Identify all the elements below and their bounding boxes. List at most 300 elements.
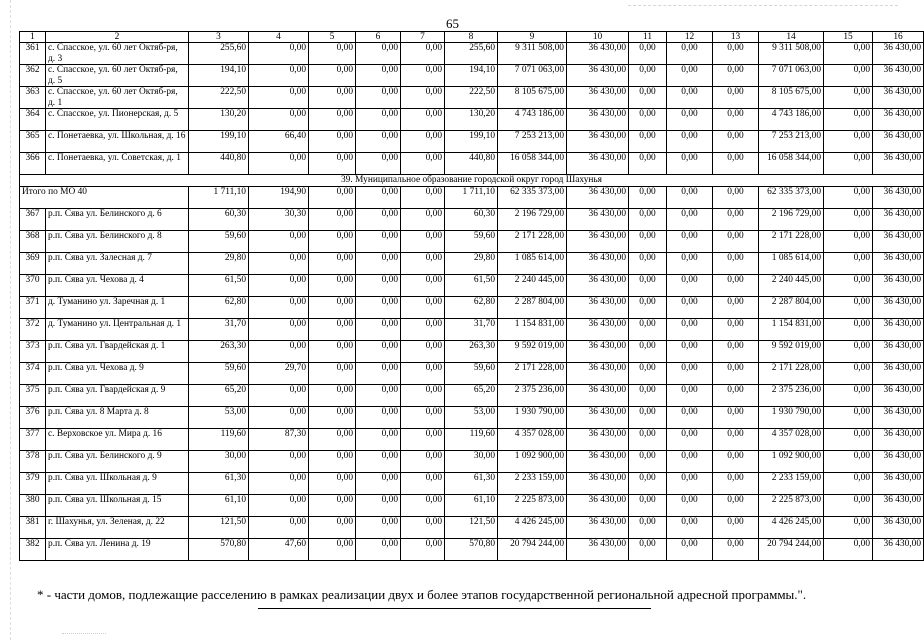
- value-cell: 0,00: [667, 131, 713, 153]
- value-cell: 0,00: [401, 253, 445, 275]
- value-cell: 0,00: [309, 429, 356, 451]
- row-number-cell: 380: [20, 495, 46, 517]
- cost-cell: 62 335 373,00: [759, 187, 824, 209]
- value-cell: 0,00: [713, 153, 759, 175]
- value-cell: 0,00: [356, 109, 401, 131]
- value-cell: 0,00: [309, 385, 356, 407]
- value-cell: 61,10: [189, 495, 249, 517]
- row-number-cell: 374: [20, 363, 46, 385]
- value-cell: 0,00: [667, 341, 713, 363]
- relocation-table: [19, 31, 924, 561]
- cost-cell: 2 225 873,00: [498, 495, 567, 517]
- value-cell: 0,00: [309, 451, 356, 473]
- value-cell: 199,10: [189, 131, 249, 153]
- value-cell: 66,40: [249, 131, 309, 153]
- value-cell: 0,00: [356, 319, 401, 341]
- value-cell: 0,00: [824, 275, 873, 297]
- value-cell: 0,00: [401, 539, 445, 561]
- value-cell: 0,00: [356, 517, 401, 539]
- value-cell: 0,00: [356, 341, 401, 363]
- value-cell: 0,00: [249, 65, 309, 87]
- price-cell: 36 430,00: [873, 473, 924, 495]
- value-cell: 0,00: [667, 473, 713, 495]
- value-cell: 194,90: [249, 187, 309, 209]
- value-cell: 0,00: [249, 385, 309, 407]
- value-cell: 0,00: [401, 87, 445, 109]
- value-cell: 0,00: [667, 153, 713, 175]
- value-cell: 0,00: [629, 209, 667, 231]
- value-cell: 0,00: [629, 275, 667, 297]
- value-cell: 61,50: [445, 275, 498, 297]
- cost-cell: 2 240 445,00: [498, 275, 567, 297]
- cost-cell: 7 071 063,00: [498, 65, 567, 87]
- value-cell: 0,00: [629, 43, 667, 65]
- value-cell: 0,00: [356, 385, 401, 407]
- cost-cell: 4 357 028,00: [498, 429, 567, 451]
- cost-cell: 1 154 831,00: [759, 319, 824, 341]
- value-cell: 0,00: [667, 539, 713, 561]
- cost-cell: 20 794 244,00: [498, 539, 567, 561]
- value-cell: 570,80: [445, 539, 498, 561]
- cost-cell: 7 071 063,00: [759, 65, 824, 87]
- cost-cell: 2 196 729,00: [759, 209, 824, 231]
- value-cell: 0,00: [629, 429, 667, 451]
- value-cell: 0,00: [629, 385, 667, 407]
- value-cell: 0,00: [629, 131, 667, 153]
- value-cell: 0,00: [249, 153, 309, 175]
- value-cell: 0,00: [249, 109, 309, 131]
- value-cell: 0,00: [713, 209, 759, 231]
- row-number-cell: 367: [20, 209, 46, 231]
- price-cell: 36 430,00: [873, 363, 924, 385]
- value-cell: 0,00: [249, 87, 309, 109]
- value-cell: 0,00: [309, 253, 356, 275]
- value-cell: 0,00: [249, 319, 309, 341]
- value-cell: 0,00: [667, 209, 713, 231]
- value-cell: 0,00: [713, 319, 759, 341]
- cost-cell: 1 930 790,00: [759, 407, 824, 429]
- value-cell: 0,00: [356, 407, 401, 429]
- table-row: [20, 319, 924, 341]
- value-cell: 0,00: [309, 539, 356, 561]
- total-label: Итого по МО 40: [20, 187, 189, 209]
- value-cell: 0,00: [401, 131, 445, 153]
- value-cell: 0,00: [713, 275, 759, 297]
- row-number-cell: 363: [20, 87, 46, 109]
- value-cell: 0,00: [249, 517, 309, 539]
- value-cell: 0,00: [356, 473, 401, 495]
- address-cell: д. Туманино ул. Заречная д. 1: [46, 297, 189, 319]
- cost-cell: 20 794 244,00: [759, 539, 824, 561]
- value-cell: 0,00: [667, 253, 713, 275]
- value-cell: 0,00: [667, 43, 713, 65]
- address-cell: с. Спасское, ул. 60 лет Октяб-ря, д. 5: [46, 65, 189, 87]
- row-number-cell: 368: [20, 231, 46, 253]
- value-cell: 0,00: [629, 473, 667, 495]
- value-cell: 0,00: [401, 385, 445, 407]
- value-cell: 0,00: [824, 109, 873, 131]
- value-cell: 194,10: [189, 65, 249, 87]
- value-cell: 1 711,10: [189, 187, 249, 209]
- row-number-cell: 364: [20, 109, 46, 131]
- value-cell: 0,00: [309, 109, 356, 131]
- address-cell: р.п. Сява ул. 8 Марта д. 8: [46, 407, 189, 429]
- value-cell: 0,00: [249, 451, 309, 473]
- value-cell: 0,00: [713, 429, 759, 451]
- price-cell: 36 430,00: [567, 131, 629, 153]
- price-cell: 36 430,00: [567, 109, 629, 131]
- cost-cell: 1 092 900,00: [759, 451, 824, 473]
- column-number-cell: 6: [356, 32, 401, 43]
- cost-cell: 9 592 019,00: [498, 341, 567, 363]
- value-cell: 0,00: [713, 385, 759, 407]
- column-number-cell: 14: [759, 32, 824, 43]
- cost-cell: 4 426 245,00: [498, 517, 567, 539]
- value-cell: 263,30: [189, 341, 249, 363]
- row-number-cell: 361: [20, 43, 46, 65]
- price-cell: 36 430,00: [567, 231, 629, 253]
- value-cell: 0,00: [824, 297, 873, 319]
- value-cell: 0,00: [713, 341, 759, 363]
- cost-cell: 2 287 804,00: [498, 297, 567, 319]
- page-number: 65: [446, 16, 459, 31]
- address-cell: с. Спасское, ул. Пионерская, д. 5: [46, 109, 189, 131]
- cost-cell: 7 253 213,00: [759, 131, 824, 153]
- price-cell: 36 430,00: [567, 275, 629, 297]
- table-row: [20, 43, 924, 65]
- value-cell: 0,00: [824, 253, 873, 275]
- row-number-cell: 375: [20, 385, 46, 407]
- value-cell: 0,00: [356, 153, 401, 175]
- address-cell: с. Понетаевка, ул. Школьная, д. 16: [46, 131, 189, 153]
- value-cell: 0,00: [249, 231, 309, 253]
- value-cell: 0,00: [713, 539, 759, 561]
- value-cell: 0,00: [401, 363, 445, 385]
- cost-cell: 9 592 019,00: [759, 341, 824, 363]
- value-cell: 0,00: [667, 385, 713, 407]
- value-cell: 0,00: [401, 473, 445, 495]
- value-cell: 0,00: [401, 187, 445, 209]
- value-cell: 0,00: [824, 363, 873, 385]
- value-cell: 0,00: [401, 517, 445, 539]
- price-cell: 36 430,00: [873, 87, 924, 109]
- cost-cell: 2 240 445,00: [759, 275, 824, 297]
- value-cell: 0,00: [667, 407, 713, 429]
- row-number-cell: 382: [20, 539, 46, 561]
- value-cell: 0,00: [713, 495, 759, 517]
- value-cell: 0,00: [667, 65, 713, 87]
- value-cell: 61,50: [189, 275, 249, 297]
- price-cell: 36 430,00: [567, 473, 629, 495]
- value-cell: 0,00: [249, 495, 309, 517]
- value-cell: 0,00: [667, 297, 713, 319]
- value-cell: 0,00: [249, 275, 309, 297]
- cost-cell: 4 743 186,00: [759, 109, 824, 131]
- value-cell: 0,00: [629, 87, 667, 109]
- price-cell: 36 430,00: [567, 153, 629, 175]
- page-edge-line: [62, 633, 106, 634]
- value-cell: 59,60: [445, 231, 498, 253]
- value-cell: 0,00: [824, 319, 873, 341]
- value-cell: 60,30: [189, 209, 249, 231]
- cost-cell: 2 171 228,00: [498, 363, 567, 385]
- value-cell: 0,00: [356, 539, 401, 561]
- value-cell: 0,00: [309, 209, 356, 231]
- row-number-cell: 362: [20, 65, 46, 87]
- value-cell: 0,00: [824, 385, 873, 407]
- value-cell: 0,00: [401, 407, 445, 429]
- price-cell: 36 430,00: [873, 429, 924, 451]
- value-cell: 0,00: [356, 65, 401, 87]
- price-cell: 36 430,00: [567, 495, 629, 517]
- value-cell: 0,00: [824, 43, 873, 65]
- price-cell: 36 430,00: [567, 407, 629, 429]
- value-cell: 255,60: [189, 43, 249, 65]
- price-cell: 36 430,00: [567, 319, 629, 341]
- price-cell: 36 430,00: [873, 65, 924, 87]
- price-cell: 36 430,00: [873, 495, 924, 517]
- value-cell: 0,00: [356, 253, 401, 275]
- address-cell: с. Спасское, ул. 60 лет Октяб-ря, д. 1: [46, 87, 189, 109]
- cost-cell: 2 233 159,00: [759, 473, 824, 495]
- value-cell: 570,80: [189, 539, 249, 561]
- address-cell: г. Шахунья, ул. Зеленая, д. 22: [46, 517, 189, 539]
- table-row: [20, 407, 924, 429]
- value-cell: 0,00: [401, 451, 445, 473]
- cost-cell: 9 311 508,00: [759, 43, 824, 65]
- column-number-cell: 11: [629, 32, 667, 43]
- value-cell: 119,60: [445, 429, 498, 451]
- row-number-cell: 378: [20, 451, 46, 473]
- value-cell: 0,00: [713, 407, 759, 429]
- page-edge-line: [10, 0, 11, 640]
- value-cell: 0,00: [629, 451, 667, 473]
- value-cell: 0,00: [713, 297, 759, 319]
- row-number-cell: 377: [20, 429, 46, 451]
- column-number-cell: 7: [401, 32, 445, 43]
- value-cell: 0,00: [824, 231, 873, 253]
- value-cell: 87,30: [249, 429, 309, 451]
- value-cell: 0,00: [824, 131, 873, 153]
- value-cell: 121,50: [445, 517, 498, 539]
- address-cell: р.п. Сява ул. Школьная д. 15: [46, 495, 189, 517]
- price-cell: 36 430,00: [873, 297, 924, 319]
- value-cell: 199,10: [445, 131, 498, 153]
- value-cell: 130,20: [445, 109, 498, 131]
- page-edge-line: [628, 5, 898, 6]
- value-cell: 0,00: [309, 341, 356, 363]
- value-cell: 0,00: [713, 43, 759, 65]
- value-cell: 30,30: [249, 209, 309, 231]
- price-cell: 36 430,00: [873, 253, 924, 275]
- value-cell: 1 711,10: [445, 187, 498, 209]
- value-cell: 0,00: [356, 187, 401, 209]
- value-cell: 0,00: [667, 517, 713, 539]
- cost-cell: 2 375 236,00: [759, 385, 824, 407]
- value-cell: 0,00: [309, 231, 356, 253]
- value-cell: 0,00: [401, 209, 445, 231]
- table-row: [20, 87, 924, 109]
- value-cell: 0,00: [309, 187, 356, 209]
- cost-cell: 2 233 159,00: [498, 473, 567, 495]
- cost-cell: 8 105 675,00: [498, 87, 567, 109]
- value-cell: 0,00: [629, 539, 667, 561]
- table-row: [20, 517, 924, 539]
- column-number-cell: 8: [445, 32, 498, 43]
- column-number-cell: 5: [309, 32, 356, 43]
- column-number-cell: 16: [873, 32, 924, 43]
- cost-cell: 4 743 186,00: [498, 109, 567, 131]
- price-cell: 36 430,00: [567, 385, 629, 407]
- value-cell: 0,00: [356, 209, 401, 231]
- value-cell: 0,00: [401, 275, 445, 297]
- value-cell: 130,20: [189, 109, 249, 131]
- value-cell: 0,00: [249, 253, 309, 275]
- value-cell: 59,60: [189, 231, 249, 253]
- value-cell: 0,00: [824, 65, 873, 87]
- value-cell: 0,00: [249, 407, 309, 429]
- value-cell: 0,00: [824, 407, 873, 429]
- value-cell: 0,00: [249, 473, 309, 495]
- value-cell: 0,00: [713, 253, 759, 275]
- cost-cell: 1 930 790,00: [498, 407, 567, 429]
- cost-cell: 2 196 729,00: [498, 209, 567, 231]
- address-cell: с. Спасское, ул. 60 лет Октяб-ря, д. 3: [46, 43, 189, 65]
- value-cell: 60,30: [445, 209, 498, 231]
- price-cell: 36 430,00: [873, 231, 924, 253]
- value-cell: 0,00: [824, 517, 873, 539]
- table-row: [20, 429, 924, 451]
- price-cell: 36 430,00: [567, 517, 629, 539]
- cost-cell: 4 426 245,00: [759, 517, 824, 539]
- price-cell: 36 430,00: [567, 209, 629, 231]
- value-cell: 0,00: [713, 65, 759, 87]
- value-cell: 0,00: [309, 275, 356, 297]
- value-cell: 29,70: [249, 363, 309, 385]
- value-cell: 0,00: [629, 297, 667, 319]
- price-cell: 36 430,00: [873, 385, 924, 407]
- price-cell: 36 430,00: [567, 451, 629, 473]
- value-cell: 0,00: [629, 253, 667, 275]
- value-cell: 0,00: [401, 341, 445, 363]
- value-cell: 263,30: [445, 341, 498, 363]
- value-cell: 62,80: [445, 297, 498, 319]
- value-cell: 0,00: [356, 131, 401, 153]
- address-cell: д. Туманино ул. Центральная д. 1: [46, 319, 189, 341]
- value-cell: 47,60: [249, 539, 309, 561]
- table-row: [20, 297, 924, 319]
- row-number-cell: 379: [20, 473, 46, 495]
- value-cell: 0,00: [356, 297, 401, 319]
- value-cell: 53,00: [445, 407, 498, 429]
- value-cell: 0,00: [824, 495, 873, 517]
- value-cell: 0,00: [667, 451, 713, 473]
- price-cell: 36 430,00: [873, 341, 924, 363]
- price-cell: 36 430,00: [567, 539, 629, 561]
- value-cell: 0,00: [713, 363, 759, 385]
- value-cell: 0,00: [629, 495, 667, 517]
- value-cell: 255,60: [445, 43, 498, 65]
- price-cell: 36 430,00: [567, 363, 629, 385]
- value-cell: 29,80: [445, 253, 498, 275]
- value-cell: 0,00: [356, 451, 401, 473]
- price-cell: 36 430,00: [567, 341, 629, 363]
- row-number-cell: 373: [20, 341, 46, 363]
- value-cell: 0,00: [713, 187, 759, 209]
- value-cell: 0,00: [401, 231, 445, 253]
- value-cell: 0,00: [401, 319, 445, 341]
- price-cell: 36 430,00: [873, 131, 924, 153]
- address-cell: р.п. Сява ул. Чехова д. 4: [46, 275, 189, 297]
- table-row: [20, 385, 924, 407]
- row-number-cell: 365: [20, 131, 46, 153]
- value-cell: 30,00: [445, 451, 498, 473]
- value-cell: 0,00: [667, 87, 713, 109]
- value-cell: 0,00: [356, 87, 401, 109]
- value-cell: 0,00: [713, 109, 759, 131]
- value-cell: 0,00: [667, 495, 713, 517]
- value-cell: 0,00: [401, 495, 445, 517]
- value-cell: 194,10: [445, 65, 498, 87]
- value-cell: 0,00: [629, 407, 667, 429]
- value-cell: 0,00: [356, 363, 401, 385]
- cost-cell: 16 058 344,00: [759, 153, 824, 175]
- price-cell: 36 430,00: [873, 539, 924, 561]
- value-cell: 65,20: [445, 385, 498, 407]
- table-row: [20, 363, 924, 385]
- price-cell: 36 430,00: [873, 187, 924, 209]
- price-cell: 36 430,00: [873, 451, 924, 473]
- cost-cell: 1 092 900,00: [498, 451, 567, 473]
- cost-cell: 9 311 508,00: [498, 43, 567, 65]
- value-cell: 0,00: [667, 231, 713, 253]
- table-row: [20, 209, 924, 231]
- table-row: [20, 131, 924, 153]
- table-row: [20, 495, 924, 517]
- value-cell: 0,00: [629, 187, 667, 209]
- value-cell: 440,80: [445, 153, 498, 175]
- value-cell: 0,00: [356, 231, 401, 253]
- cost-cell: 2 171 228,00: [498, 231, 567, 253]
- value-cell: 31,70: [445, 319, 498, 341]
- address-cell: р.п. Сява ул. Белинского д. 6: [46, 209, 189, 231]
- value-cell: 0,00: [249, 297, 309, 319]
- price-cell: 36 430,00: [567, 297, 629, 319]
- price-cell: 36 430,00: [873, 319, 924, 341]
- value-cell: 0,00: [713, 473, 759, 495]
- address-cell: р.п. Сява ул. Ленина д. 19: [46, 539, 189, 561]
- table-row: [20, 253, 924, 275]
- price-cell: 36 430,00: [873, 275, 924, 297]
- address-cell: р.п. Сява ул. Чехова д. 9: [46, 363, 189, 385]
- address-cell: р.п. Сява ул. Белинского д. 8: [46, 231, 189, 253]
- row-number-cell: 381: [20, 517, 46, 539]
- value-cell: 0,00: [824, 209, 873, 231]
- price-cell: 36 430,00: [567, 43, 629, 65]
- cost-cell: 4 357 028,00: [759, 429, 824, 451]
- price-cell: 36 430,00: [567, 87, 629, 109]
- value-cell: 0,00: [667, 187, 713, 209]
- address-cell: р.п. Сява ул. Залесная д. 7: [46, 253, 189, 275]
- price-cell: 36 430,00: [567, 429, 629, 451]
- column-number-cell: 15: [824, 32, 873, 43]
- value-cell: 0,00: [356, 275, 401, 297]
- value-cell: 31,70: [189, 319, 249, 341]
- value-cell: 222,50: [445, 87, 498, 109]
- value-cell: 0,00: [629, 319, 667, 341]
- value-cell: 0,00: [249, 341, 309, 363]
- row-number-cell: 366: [20, 153, 46, 175]
